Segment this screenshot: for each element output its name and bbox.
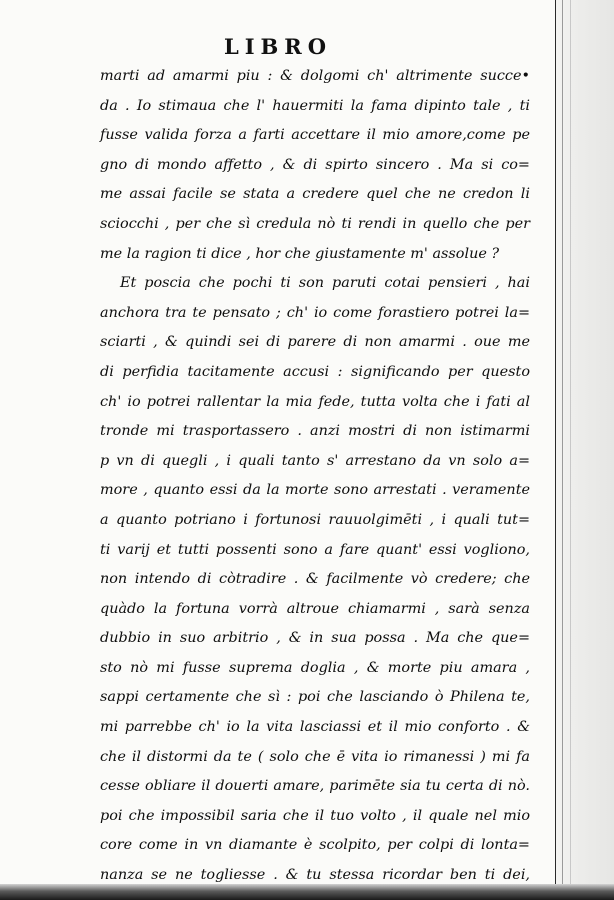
text-line: more , quanto essi da la morte sono arrestati . veramente <box>100 482 530 499</box>
text-line: ch' io potrei rallentar la mia fede, tutta volta che i fati al <box>100 393 530 410</box>
text-line: mi parrebbe ch' io la vita lasciassi et il mio conforto . & <box>100 719 530 736</box>
scan-page-edge <box>555 0 614 900</box>
text-line: dubbio in suo arbitrio , & in sua possa . Ma che que= <box>100 630 530 647</box>
text-line: p vn di quegli , i quali tanto s' arrestano da vn solo a= <box>100 452 530 469</box>
text-line: me assai facile se stata a credere quel che ne credon li <box>100 186 530 203</box>
running-head: LIBRO <box>223 34 333 59</box>
body-text <box>100 62 530 891</box>
text-line: sciocchi , per che sì credula nò ti rendi in quello che per <box>100 215 530 232</box>
text-line: sappi certamente che sì : poi che lasciando ò Philena te, <box>100 689 530 706</box>
text-line: ti varij et tutti possenti sono a fare quant' essi vogliono, <box>100 541 530 558</box>
text-line: nanza se ne togliesse . & tu stessa ricordar ben ti dei, <box>100 867 530 884</box>
text-line: tronde mi trasportassero . anzi mostri di non istimarmi <box>100 423 530 440</box>
text-line: non intendo di còtradire . & facilmente vò credere; che <box>100 571 530 588</box>
text-line: che il distormi da te ( solo che ē vita io rimanessi ) mi fa <box>100 748 530 765</box>
text-line: sto nò mi fusse suprema doglia , & morte piu amara , <box>100 659 530 676</box>
text-line: fusse valida forza a farti accettare il mio amore,come pe <box>100 127 530 144</box>
text-line: di perfidia tacitamente accusi : significando per questo <box>100 363 530 380</box>
text-line: me la ragion ti dice , hor che giustamente m' assolue ? <box>100 245 500 262</box>
text-line: quàdo la fortuna vorrà altroue chiamarmi , sarà senza <box>100 600 530 617</box>
text-line: core come in vn diamante è scolpito, per colpi di lonta= <box>100 837 530 854</box>
text-line: poi che impossibil saria che il tuo volto , il quale nel mio <box>100 807 530 824</box>
text-line: cesse obliare il douerti amare, parimēte sia tu certa di nò. <box>100 778 530 795</box>
text-line: gno di mondo affetto , & di spirto sincero . Ma si co= <box>100 156 530 173</box>
paragraph-first-line: Et poscia che pochi ti son paruti cotai pensieri , hai <box>120 275 530 292</box>
text-line: sciarti , & quindi sei di parere di non amarmi . oue me <box>100 334 530 351</box>
text-line: da . Io stimaua che l' hauermiti la fama dipinto tale , ti <box>100 97 530 114</box>
text-line: anchora tra te pensato ; ch' io come forastiero potrei la= <box>100 304 530 321</box>
text-line: marti ad amarmi piu : & dolgomi ch' altrimente succe• <box>100 68 530 84</box>
text-line: a quanto potriano i fortunosi rauuolgimēti , i quali tut= <box>100 511 530 528</box>
